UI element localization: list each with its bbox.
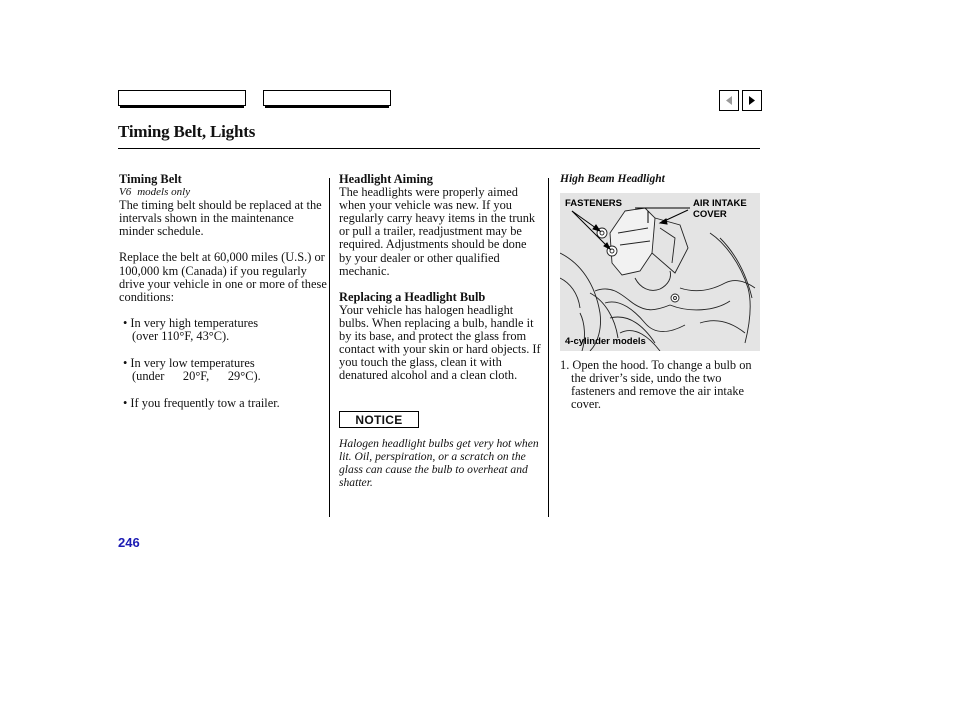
bullet-tow-trailer: • If you frequently tow a trailer. — [123, 396, 280, 411]
timing-belt-para-1: The timing belt should be replaced at the intervals shown in the maintenance minder schedule. — [119, 198, 322, 239]
page-number[interactable]: 246 — [118, 535, 140, 550]
v6-badge: V6 — [119, 186, 132, 199]
triangle-left-icon — [720, 91, 738, 110]
notice-label: NOTICE — [339, 411, 419, 428]
notice-text: Halogen headlight bulbs get very hot when lit. Oil, perspiration, or a scratch on the glass can cause the bulb to overheat and shatter. — [339, 437, 539, 490]
triangle-right-icon — [743, 91, 761, 110]
headlight-aiming-heading: Headlight Aiming — [339, 172, 433, 186]
figure-caption: High Beam Headlight — [560, 173, 665, 185]
prev-page-button[interactable] — [719, 90, 739, 111]
page-title: Timing Belt, Lights — [118, 122, 256, 141]
nav-tab-table-of-contents[interactable] — [263, 90, 391, 106]
timing-belt-para-2: Replace the belt at 60,000 miles (U.S.) or 100,000 km (Canada) if you regularly drive your vehicle in one or more of these conditions: — [119, 250, 327, 304]
label-air-intake-cover: AIR INTAKE COVER — [693, 198, 747, 220]
title-rule — [118, 148, 760, 149]
bullet-low-temp: • In very low temperatures (under 20°F, 29°C). — [123, 356, 261, 384]
timing-belt-heading: Timing Belt — [119, 172, 182, 186]
label-4-cylinder-models: 4-cylinder models — [565, 336, 646, 347]
label-fasteners: FASTENERS — [565, 198, 623, 209]
models-only-text: models only — [137, 186, 191, 199]
bullet-high-temp: • In very high temperatures (over 110°F, 43°C). — [123, 315, 259, 343]
column-timing-belt — [119, 173, 327, 410]
column-divider-1 — [329, 178, 330, 517]
next-page-button[interactable] — [742, 90, 762, 111]
column-headlights — [339, 173, 542, 382]
step-1-paragraph: 1. Open the hood. To change a bulb on the driver’s side, undo the two fasteners and remove the air intake cover. — [560, 358, 752, 412]
headlight-aiming-para: The headlights were properly aimed when your vehicle was new. If you regularly carry heavy items in the trunk or pull a trailer, readjustment may be required. Adjustments should be done by your dealer or other qualified mechanic. — [339, 185, 536, 278]
replacing-bulb-para: Your vehicle has halogen headlight bulbs. When replacing a bulb, handle it by its base, and protect the glass from contact with your skin or hard objects. If you touch the glass, clean it with denatured alcohol and a clean cloth. — [339, 302, 541, 383]
headlight-figure — [560, 193, 760, 351]
replacing-bulb-heading: Replacing a Headlight Bulb — [339, 289, 486, 304]
column-divider-2 — [548, 178, 549, 517]
step-1-text — [560, 359, 758, 411]
nav-tab-main-menu[interactable] — [118, 90, 246, 106]
